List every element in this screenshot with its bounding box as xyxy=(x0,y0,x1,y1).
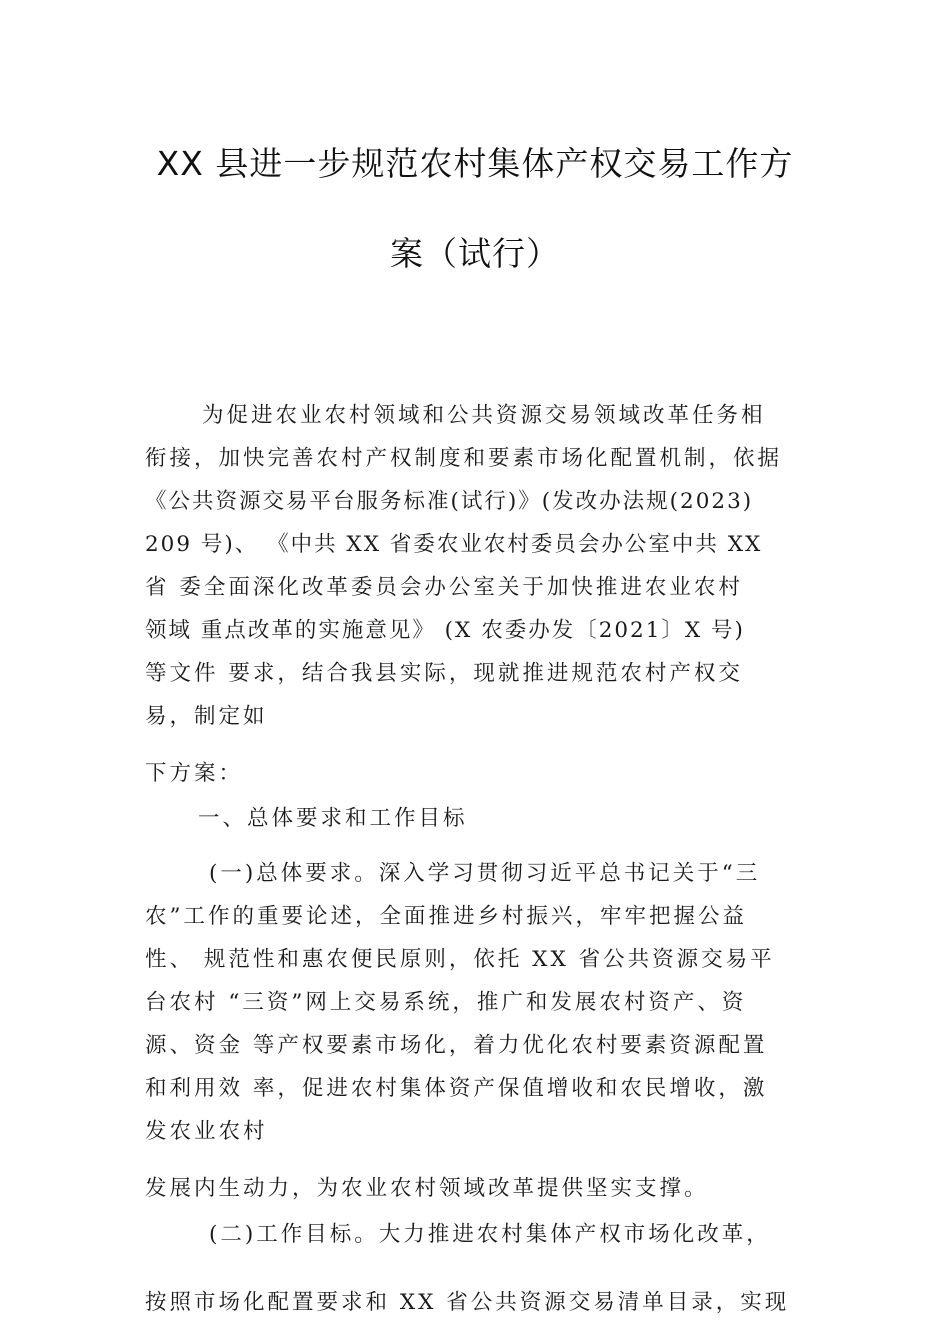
document-title-line-2: 案（试行） xyxy=(390,234,560,273)
body-line-19: (二)工作目标。大力推进农村集体产权市场化改革， xyxy=(209,1222,771,1247)
body-line-17: 发农业农村 xyxy=(145,1119,268,1144)
body-line-4: 209 号)、 《中共 XX 省委农业农村委员会办公室中共 XX xyxy=(145,532,763,557)
body-line-6: 领域 重点改革的实施意见》 (X 农委办发〔2021〕X 号) xyxy=(145,618,745,643)
section-heading-1: 一、总体要求和工作目标 xyxy=(198,806,468,831)
body-line-3: 《公共资源交易平台服务标准(试行)》(发改办法规(2023) xyxy=(145,489,754,514)
body-line-11: (一)总体要求。深入学习贯彻习近平总书记关于“三 xyxy=(209,861,761,886)
body-line-8: 易，制定如 xyxy=(145,704,268,729)
body-line-14: 台农村 “三资”网上交易系统，推广和发展农村资产、资 xyxy=(145,990,747,1015)
body-line-15: 源、资金 等产权要素市场化，着力优化农村要素资源配置 xyxy=(145,1033,768,1058)
body-line-16: 和利用效 率，促进农村集体资产保值增收和农民增收，激 xyxy=(145,1076,768,1101)
body-line-18: 发展内生动力，为农业农村领域改革提供坚实支撑。 xyxy=(145,1176,709,1201)
document-title-line-1: XX 县进一步规范农村集体产权交易工作方 xyxy=(156,144,794,183)
body-line-13: 性、 规范性和惠农便民原则，依托 XX 省公共资源交易平 xyxy=(145,947,775,972)
body-line-7: 等文件 要求，结合我县实际，现就推进规范农村产权交 xyxy=(145,661,743,686)
body-line-20: 按照市场化配置要求和 XX 省公共资源交易清单目录，实现 xyxy=(145,1290,790,1315)
body-line-5: 省 委全面深化改革委员会办公室关于加快推进农业农村 xyxy=(145,575,743,600)
body-line-9: 下方案： xyxy=(145,761,244,786)
body-line-2: 衔接，加快完善农村产权制度和要素市场化配置机制，依据 xyxy=(145,446,783,471)
body-line-12: 农”工作的重要论述，全面推进乡村振兴，牢牢把握公益 xyxy=(145,904,747,929)
body-line-1: 为促进农业农村领域和公共资源交易领域改革任务相 xyxy=(202,403,766,428)
